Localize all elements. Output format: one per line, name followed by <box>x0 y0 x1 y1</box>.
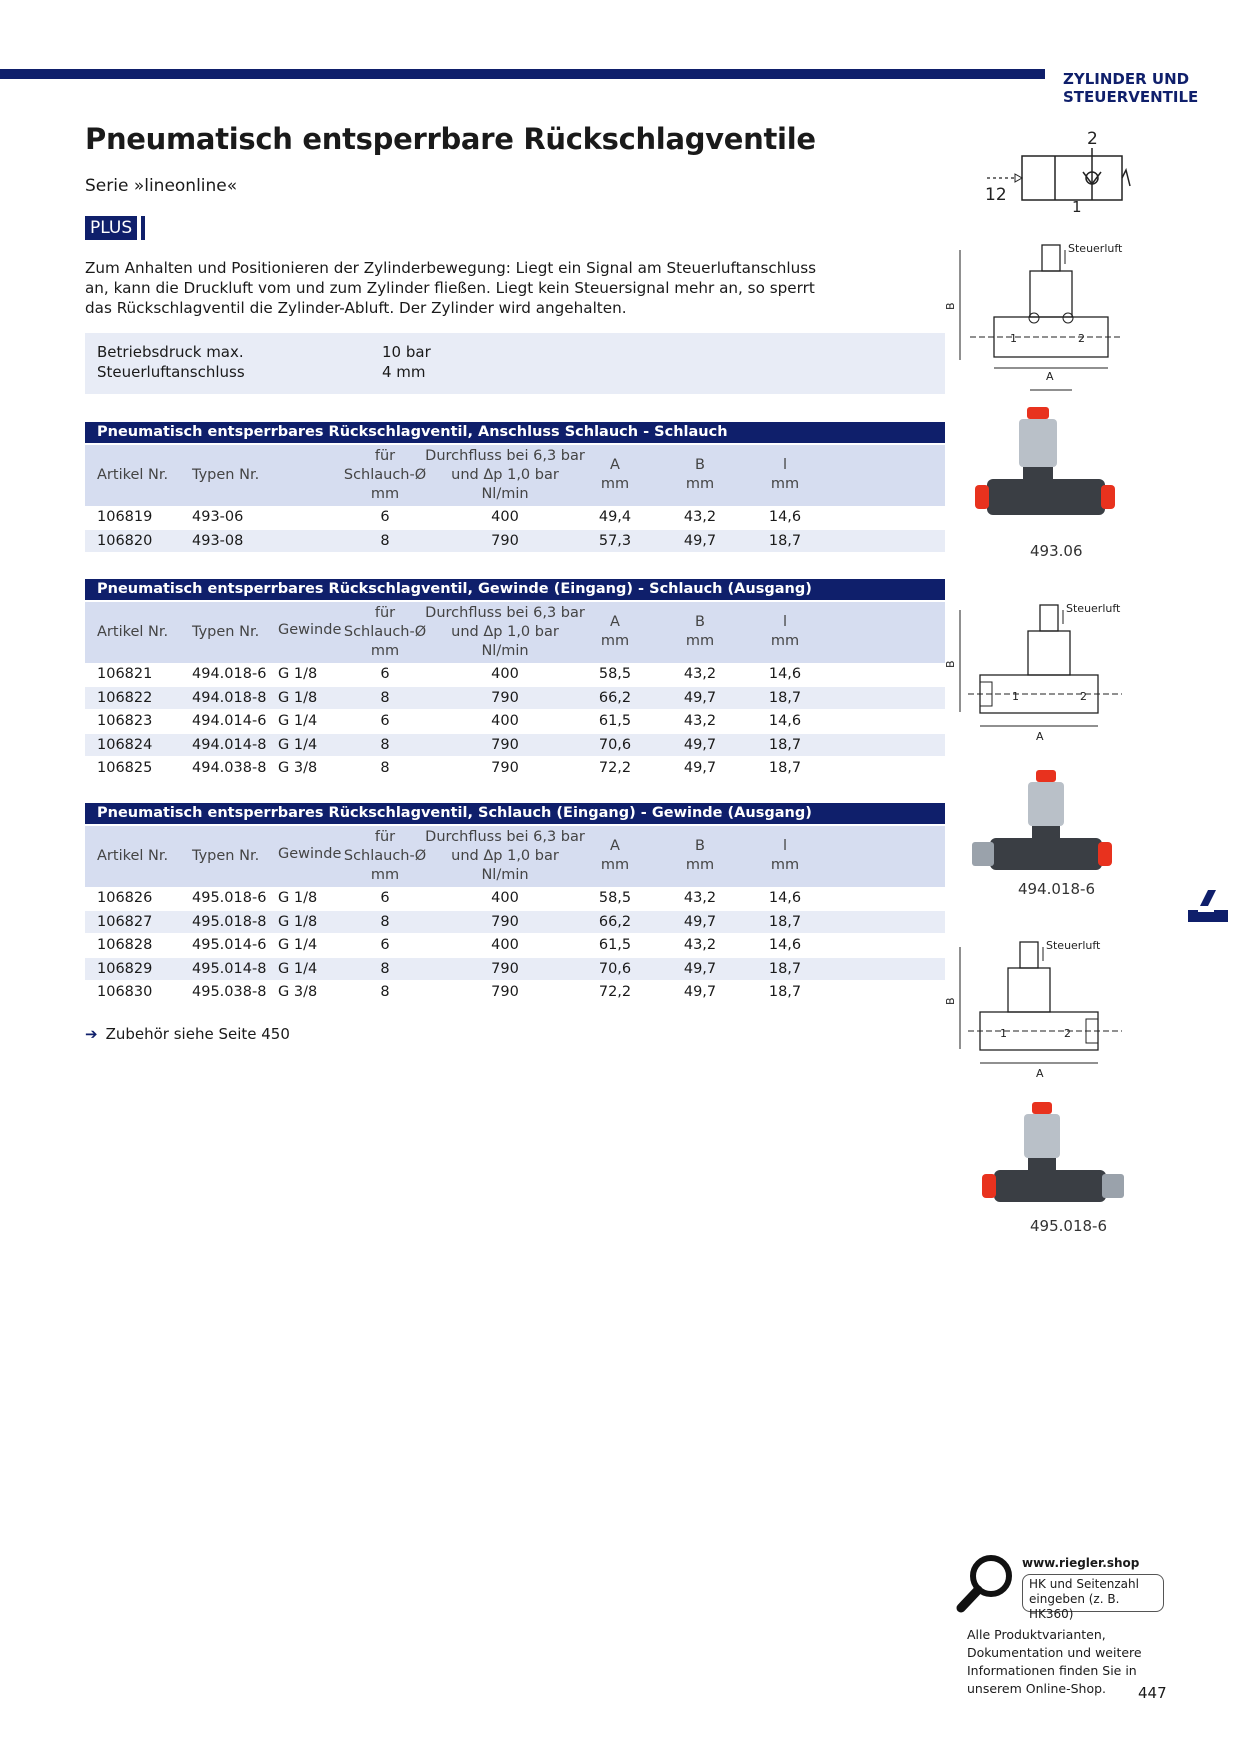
table-cell: 790 <box>491 760 519 776</box>
table-cell: 14,6 <box>768 890 802 906</box>
table-cell: 49,7 <box>683 736 717 753</box>
svg-text:1: 1 <box>1012 690 1019 703</box>
specs-box: Betriebsdruck max. 10 bar Steuerluftanschluss 4 mm <box>85 333 945 394</box>
table-cell: 8 <box>380 984 390 1000</box>
svg-text:A: A <box>1036 1067 1044 1080</box>
table-cell: 18,7 <box>768 960 802 977</box>
col-gewinde: Gewinde <box>278 846 342 862</box>
accessory-link[interactable]: ➔ Zubehör siehe Seite 450 <box>85 1025 290 1043</box>
col-typen: Typen Nr. <box>192 467 260 483</box>
col-a: A mm <box>600 457 630 492</box>
col-schlauch: für Schlauch-Ø mm <box>343 605 427 659</box>
top-rule <box>0 69 1045 79</box>
table-cell: G 1/8 <box>278 913 318 930</box>
table-cell: 106826 <box>97 890 153 906</box>
table-cell: 493-08 <box>192 532 244 549</box>
col-artikel: Artikel Nr. <box>97 848 169 864</box>
product-table <box>85 579 945 781</box>
col-l: l mm <box>770 838 800 873</box>
table-cell: 8 <box>380 913 390 930</box>
table-cell: 8 <box>380 689 390 706</box>
svg-text:1: 1 <box>1000 1027 1007 1040</box>
table-cell: 18,7 <box>768 984 802 1000</box>
table-cell: 495.018-6 <box>192 890 267 906</box>
col-b: B mm <box>685 457 715 492</box>
table-cell: 494.038-8 <box>192 760 267 776</box>
table-cell: 790 <box>491 532 519 549</box>
svg-text:Steuerluft: Steuerluft <box>1046 939 1101 952</box>
col-artikel: Artikel Nr. <box>97 624 169 640</box>
table-cell: 18,7 <box>768 913 802 930</box>
table-cell: 6 <box>380 937 390 953</box>
svg-text:2: 2 <box>1064 1027 1071 1040</box>
table-cell: 58,5 <box>598 666 632 682</box>
table-cell: 8 <box>380 532 390 549</box>
col-durchfluss: Durchfluss bei 6,3 bar und Δp 1,0 bar Nl/min <box>425 605 585 659</box>
caption-493: 493.06 <box>1030 542 1083 560</box>
table-cell: G 1/4 <box>278 713 318 729</box>
series-label: Serie »lineonline« <box>85 176 238 196</box>
table-cell: 790 <box>491 913 519 930</box>
col-a: A mm <box>600 838 630 873</box>
table-cell: 49,7 <box>683 960 717 977</box>
table-cell: 790 <box>491 960 519 977</box>
intro-text: Zum Anhalten und Positionieren der Zylinderbewegung: Liegt ein Signal am Steuerluftanschluss an, kann die Druckluft vom und zum Zylinder fließen. Liegt kein Steuersignal mehr an, so sperrt das Rückschlagventil die Zylinder-Abluft. Der Zylinder wird angehalten. <box>85 259 817 317</box>
product-image-493 <box>975 405 1115 535</box>
table-cell: 790 <box>491 689 519 706</box>
table-title: Pneumatisch entsperrbares Rückschlagventil, Schlauch (Eingang) - Gewinde (Ausgang) <box>85 803 945 824</box>
drawing-493 <box>944 240 1130 400</box>
table-cell: 106821 <box>97 666 153 682</box>
table-cell: 49,7 <box>683 760 717 776</box>
table-row <box>85 687 945 711</box>
svg-text:1: 1 <box>1072 198 1082 216</box>
table-cell: 8 <box>380 760 390 776</box>
table-cell: 43,2 <box>683 890 717 906</box>
drawing-495 <box>944 937 1130 1087</box>
caption-494: 494.018-6 <box>1018 880 1095 898</box>
table-cell: 495.038-8 <box>192 984 267 1000</box>
table-cell: G 1/8 <box>278 689 318 706</box>
page-number: 447 <box>1138 1684 1167 1702</box>
page-title: Pneumatisch entsperrbare Rückschlagventile <box>85 122 816 156</box>
table-cell: 790 <box>491 736 519 753</box>
plus-badge: PLUS <box>85 216 145 240</box>
table-row <box>85 981 945 1005</box>
shop-note: Alle Produktvarianten, Dokumentation und weitere Informationen finden Sie in unserem Online-Shop. <box>967 1627 1142 1696</box>
col-durchfluss: Durchfluss bei 6,3 bar und Δp 1,0 bar Nl/min <box>425 448 585 502</box>
table-row <box>85 506 945 530</box>
table-cell: 70,6 <box>598 960 632 977</box>
table-row <box>85 911 945 935</box>
table-cell: 106822 <box>97 689 153 706</box>
table-cell: 61,5 <box>598 713 632 729</box>
table-header <box>85 602 945 663</box>
table-cell: 493-06 <box>192 509 244 525</box>
col-l: l mm <box>770 457 800 492</box>
svg-text:A: A <box>1036 730 1044 743</box>
table-cell: 14,6 <box>768 666 802 682</box>
table-cell: 6 <box>380 666 390 682</box>
table-cell: 43,2 <box>683 666 717 682</box>
table-cell: 49,7 <box>683 689 717 706</box>
table-cell: 49,7 <box>683 532 717 549</box>
table-cell: 18,7 <box>768 532 802 549</box>
table-cell: 790 <box>491 984 519 1000</box>
svg-text:A: A <box>1046 370 1054 383</box>
product-image-495 <box>982 1100 1127 1225</box>
table-cell: 400 <box>491 666 519 682</box>
table-cell: 18,7 <box>768 736 802 753</box>
svg-text:Steuerluft: Steuerluft <box>1066 602 1121 615</box>
table-cell: 18,7 <box>768 760 802 776</box>
table-row <box>85 710 945 734</box>
table-cell: G 3/8 <box>278 760 318 776</box>
table-cell: 57,3 <box>598 532 632 549</box>
svg-text:2: 2 <box>1087 129 1098 149</box>
caption-495: 495.018-6 <box>1030 1217 1107 1235</box>
table-cell: 58,5 <box>598 890 632 906</box>
table-cell: 106825 <box>97 760 153 776</box>
col-gewinde: Gewinde <box>278 622 342 638</box>
table-cell: G 1/8 <box>278 890 318 906</box>
table-cell: 18,7 <box>768 689 802 706</box>
table-cell: 14,6 <box>768 937 802 953</box>
table-title: Pneumatisch entsperrbares Rückschlagventil, Gewinde (Eingang) - Schlauch (Ausgang) <box>85 579 945 600</box>
table-cell: 43,2 <box>683 713 717 729</box>
section-label: ZYLINDER UND STEUERVENTILE <box>1063 70 1199 106</box>
svg-text:B: B <box>944 302 957 310</box>
table-cell: 106827 <box>97 913 153 930</box>
table-row <box>85 663 945 687</box>
table-cell: 106819 <box>97 509 153 525</box>
shop-url[interactable]: www.riegler.shop <box>1022 1556 1140 1570</box>
col-schlauch: für Schlauch-Ø mm <box>343 448 427 502</box>
table-cell: 72,2 <box>598 984 632 1000</box>
svg-text:1: 1 <box>1010 332 1017 345</box>
table-cell: 6 <box>380 509 390 525</box>
table-cell: 43,2 <box>683 509 717 525</box>
table-cell: 494.014-8 <box>192 736 267 753</box>
arrow-right-icon: ➔ <box>85 1025 98 1043</box>
table-cell: 400 <box>491 713 519 729</box>
table-cell: 49,4 <box>598 509 632 525</box>
product-table <box>85 422 945 553</box>
table-cell: G 1/4 <box>278 937 318 953</box>
table-cell: 70,6 <box>598 736 632 753</box>
col-artikel: Artikel Nr. <box>97 467 169 483</box>
col-b: B mm <box>685 614 715 649</box>
col-typen: Typen Nr. <box>192 848 260 864</box>
table-cell: 106829 <box>97 960 153 977</box>
table-row <box>85 530 945 554</box>
table-row <box>85 887 945 911</box>
table-cell: 495.018-8 <box>192 913 267 930</box>
table-cell: 106830 <box>97 984 153 1000</box>
table-cell: 66,2 <box>598 689 632 706</box>
table-cell: 6 <box>380 890 390 906</box>
table-cell: 6 <box>380 713 390 729</box>
svg-text:B: B <box>944 660 957 668</box>
table-row <box>85 757 945 781</box>
table-cell: 495.014-8 <box>192 960 267 977</box>
table-title: Pneumatisch entsperrbares Rückschlagventil, Anschluss Schlauch - Schlauch <box>85 422 945 443</box>
table-cell: 106828 <box>97 937 153 953</box>
table-cell: 106820 <box>97 532 153 549</box>
table-cell: 494.018-8 <box>192 689 267 706</box>
table-cell: 43,2 <box>683 937 717 953</box>
table-cell: 106823 <box>97 713 153 729</box>
cylinder-category-icon <box>1186 886 1230 926</box>
table-cell: 49,7 <box>683 913 717 930</box>
table-cell: 495.014-6 <box>192 937 267 953</box>
col-typen: Typen Nr. <box>192 624 260 640</box>
table-cell: 8 <box>380 736 390 753</box>
table-cell: 66,2 <box>598 913 632 930</box>
table-cell: 494.014-6 <box>192 713 267 729</box>
valve-symbol <box>985 128 1125 218</box>
table-cell: G 1/4 <box>278 736 318 753</box>
table-cell: 72,2 <box>598 760 632 776</box>
table-cell: 106824 <box>97 736 153 753</box>
col-schlauch: für Schlauch-Ø mm <box>343 829 427 883</box>
table-cell: 400 <box>491 509 519 525</box>
table-cell: 8 <box>380 960 390 977</box>
table-row <box>85 958 945 982</box>
product-image-494 <box>970 768 1115 893</box>
table-row <box>85 734 945 758</box>
table-cell: 14,6 <box>768 713 802 729</box>
table-cell: G 1/4 <box>278 960 318 977</box>
table-cell: G 3/8 <box>278 984 318 1000</box>
table-cell: 61,5 <box>598 937 632 953</box>
svg-text:12: 12 <box>985 185 1007 205</box>
col-a: A mm <box>600 614 630 649</box>
table-cell: 49,7 <box>683 984 717 1000</box>
table-cell: 400 <box>491 890 519 906</box>
table-header <box>85 826 945 887</box>
svg-text:2: 2 <box>1080 690 1087 703</box>
table-cell: G 1/8 <box>278 666 318 682</box>
table-cell: 494.018-6 <box>192 666 267 682</box>
col-durchfluss: Durchfluss bei 6,3 bar und Δp 1,0 bar Nl/min <box>425 829 585 883</box>
table-header <box>85 445 945 506</box>
svg-text:2: 2 <box>1078 332 1085 345</box>
svg-text:B: B <box>944 997 957 1005</box>
table-cell: 14,6 <box>768 509 802 525</box>
search-icon[interactable] <box>955 1552 1015 1614</box>
shop-hint-box: HK und Seitenzahl eingeben (z. B. HK360) <box>1022 1574 1164 1612</box>
product-table <box>85 803 945 1005</box>
table-cell: 400 <box>491 937 519 953</box>
drawing-494 <box>944 600 1130 750</box>
table-row <box>85 934 945 958</box>
col-l: l mm <box>770 614 800 649</box>
col-b: B mm <box>685 838 715 873</box>
svg-text:Steuerluft: Steuerluft <box>1068 242 1123 255</box>
